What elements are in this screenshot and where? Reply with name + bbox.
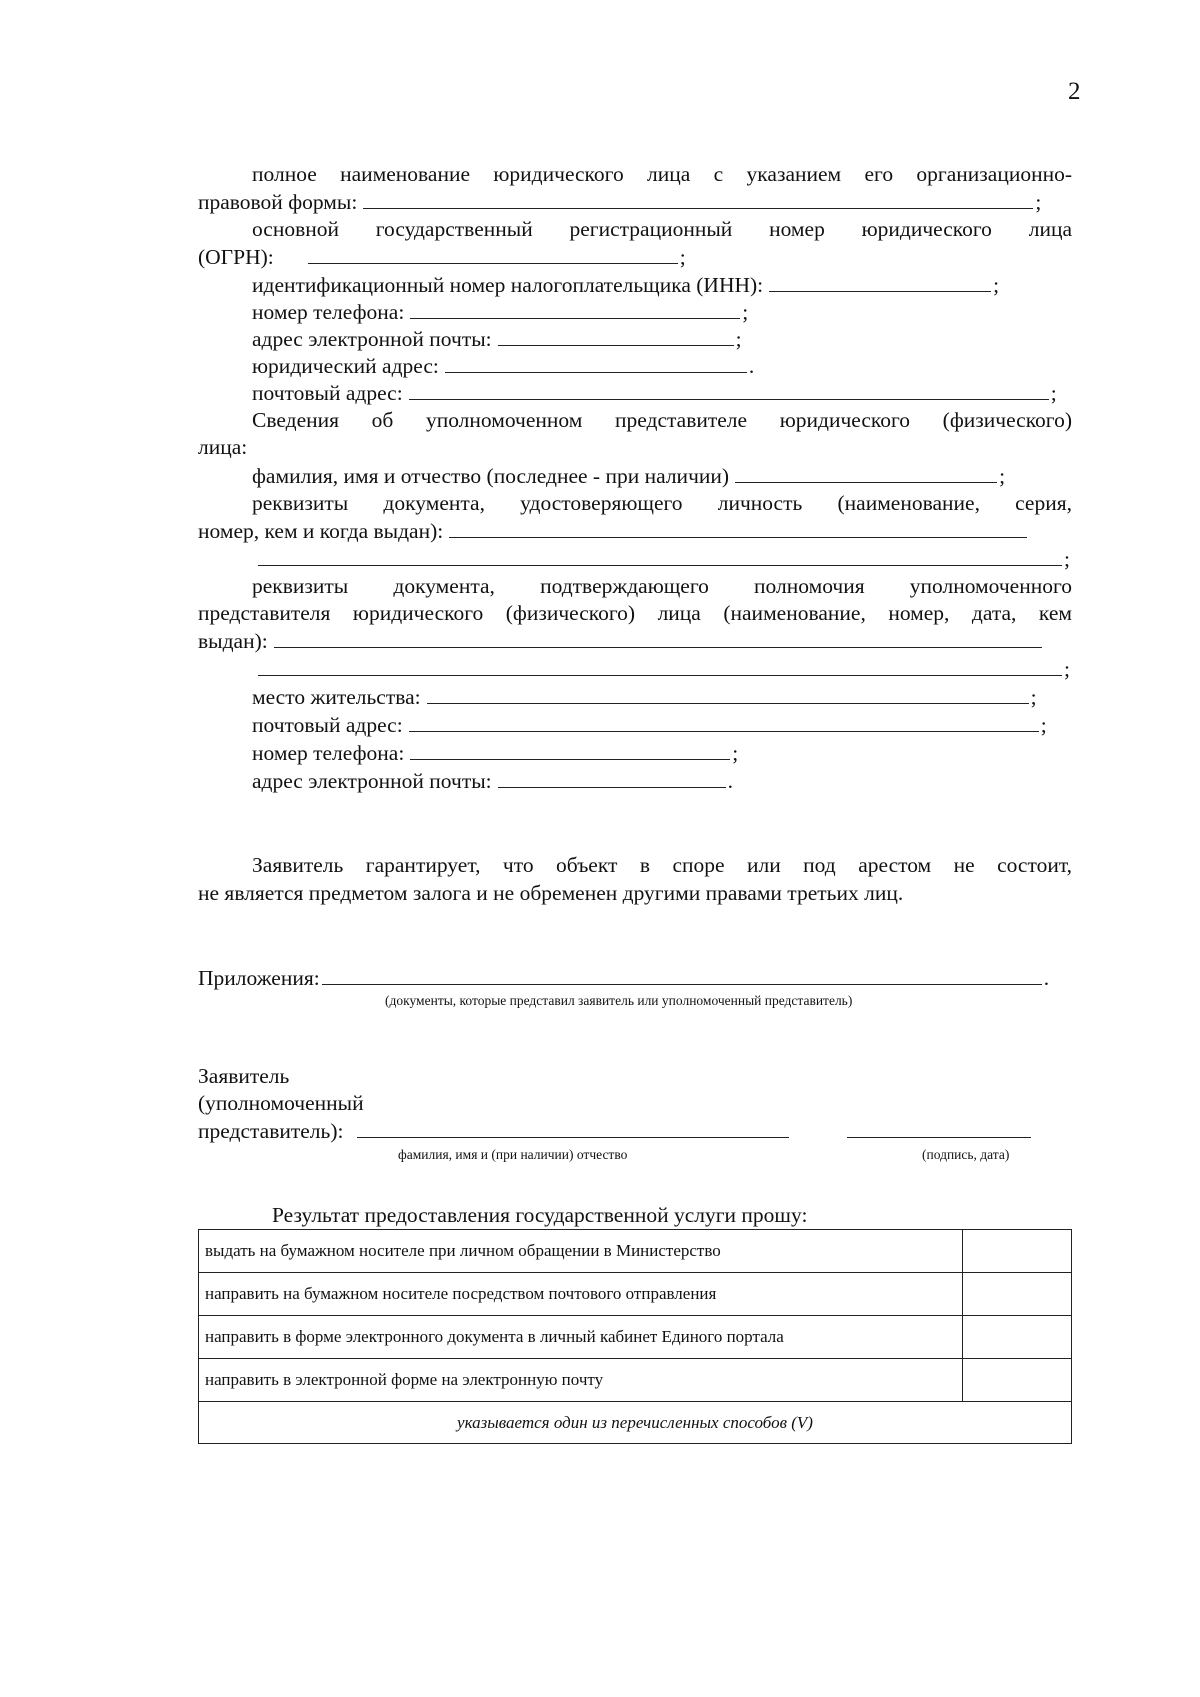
result-title: Результат предоставления государственной услуги прошу: — [272, 1203, 808, 1227]
attachments-field[interactable] — [322, 964, 1042, 985]
email-field[interactable] — [498, 325, 734, 346]
representative-fio-line: фамилия, имя и отчество (последнее - при наличии) ; — [252, 464, 1006, 488]
result-option-label: направить в форме электронного документа в личный кабинет Единого портала — [199, 1316, 963, 1359]
table-row — [199, 1359, 1072, 1402]
id-doc-label-line-1: реквизиты документа, удостоверяющего личность (наименование, серия, — [252, 491, 1072, 515]
ogrn-field[interactable] — [308, 243, 678, 264]
page-number: 2 — [1068, 78, 1081, 105]
authority-doc-line-3: выдан): — [198, 627, 1042, 654]
authority-doc-field[interactable] — [274, 627, 1042, 648]
representative-heading-line-1: Сведения об уполномоченном представителе юридического (физического) — [252, 408, 1072, 432]
representative-email-field[interactable] — [498, 767, 726, 788]
id-doc-line-3: ; — [258, 545, 1070, 572]
signature-fio-caption: фамилия, имя и (при наличии) отчество — [398, 1147, 628, 1162]
signature-line: представитель): — [198, 1117, 1031, 1144]
authority-doc-field-continued[interactable] — [258, 655, 1062, 676]
full-name-label-line-1: полное наименование юридического лица с указанием его организационно- — [252, 162, 1072, 186]
attachments-line: Приложения: . — [198, 966, 1050, 990]
table-row — [199, 1402, 1072, 1444]
id-doc-line-2: номер, кем и когда выдан): — [198, 517, 1027, 544]
signature-label-1: Заявитель — [198, 1064, 290, 1088]
full-name-field[interactable] — [363, 188, 1033, 209]
table-row — [199, 1230, 1072, 1273]
full-name-line-2: правовой формы: ; — [198, 190, 1042, 214]
representative-postal-line: почтовый адрес: ; — [252, 713, 1047, 737]
residence-field[interactable] — [427, 683, 1029, 704]
representative-phone-line: номер телефона: ; — [252, 741, 739, 765]
result-options-table — [198, 1229, 1072, 1444]
guarantee-line-1: Заявитель гарантирует, что объект в споре или под арестом не состоит, — [252, 853, 1072, 877]
residence-line: место жительства: ; — [252, 685, 1037, 709]
guarantee-line-2: не является предметом залога и не обременен другими правами третьих лиц. — [198, 881, 904, 905]
signature-label-2: (уполномоченный — [198, 1091, 364, 1115]
inn-line: идентификационный номер налогоплательщика (ИНН): ; — [252, 273, 1000, 297]
attachments-caption: (документы, которые представил заявитель или уполномоченный представитель) — [385, 993, 853, 1008]
authority-doc-line-4: ; — [258, 655, 1070, 682]
representative-fio-field[interactable] — [735, 462, 997, 483]
legal-address-line: юридический адрес: . — [252, 354, 755, 378]
result-option-checkbox[interactable] — [963, 1273, 1072, 1316]
ogrn-line-2: (ОГРН): ; — [198, 245, 686, 269]
phone-field[interactable] — [410, 298, 740, 319]
id-doc-field[interactable] — [449, 517, 1027, 538]
authority-doc-label-line-2: представителя юридического (физического) лица (наименование, номер, дата, кем — [198, 601, 1072, 625]
authority-doc-label-line-1: реквизиты документа, подтверждающего полномочия уполномоченного — [252, 574, 1072, 598]
result-note: указывается один из перечисленных способов (V) — [199, 1402, 1072, 1444]
result-option-checkbox[interactable] — [963, 1316, 1072, 1359]
table-row — [199, 1273, 1072, 1316]
representative-phone-field[interactable] — [410, 739, 730, 760]
table-row — [199, 1316, 1072, 1359]
result-option-checkbox[interactable] — [963, 1359, 1072, 1402]
email-line: адрес электронной почты: ; — [252, 327, 742, 351]
result-option-checkbox[interactable] — [963, 1230, 1072, 1273]
representative-postal-field[interactable] — [409, 711, 1039, 732]
inn-field[interactable] — [769, 271, 991, 292]
signature-date-caption: (подпись, дата) — [922, 1147, 1010, 1162]
representative-heading-line-2: лица: — [198, 435, 248, 459]
postal-address-line: почтовый адрес: ; — [252, 381, 1057, 405]
legal-address-field[interactable] — [445, 352, 747, 373]
result-option-label: направить на бумажном носителе посредством почтового отправления — [199, 1273, 963, 1316]
postal-address-field[interactable] — [409, 379, 1049, 400]
result-option-label: направить в электронной форме на электронную почту — [199, 1359, 963, 1402]
phone-line: номер телефона: ; — [252, 300, 749, 324]
signature-date-field[interactable] — [847, 1117, 1031, 1138]
ogrn-label-line-1: основной государственный регистрационный номер юридического лица — [252, 217, 1072, 241]
id-doc-field-continued[interactable] — [258, 545, 1062, 566]
signature-fio-field[interactable] — [357, 1117, 789, 1138]
result-option-label: выдать на бумажном носителе при личном обращении в Министерство — [199, 1230, 963, 1273]
representative-email-line: адрес электронной почты: . — [252, 769, 734, 793]
